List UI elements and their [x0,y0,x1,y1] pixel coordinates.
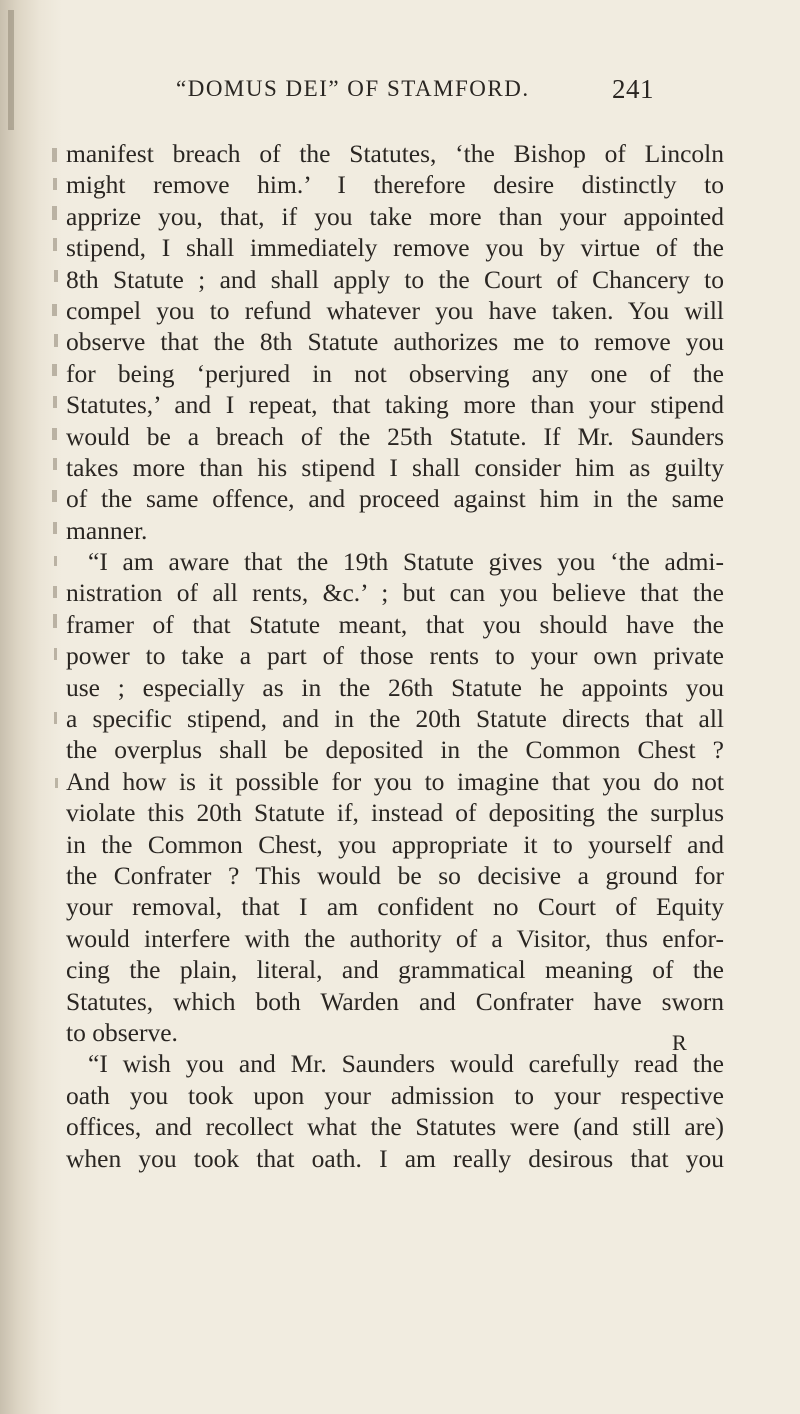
text-line: in the Common Chest, you appropriate it to yourself and [66,829,724,859]
text-line: manifest breach of the Statutes, ‘the Bishop of Lincoln [66,139,724,168]
text-line: And how is it possible for you to imagine that you do not [66,766,724,796]
text-line: 8th Statute ; and shall apply to the Court of Chancery to [66,264,724,294]
text-line: power to take a part of those rents to your own private [66,641,724,671]
paragraph-end-line: to observe. [66,1017,178,1047]
running-head: “DOMUS DEI” OF STAMFORD. [176,76,530,101]
paragraph-end-line: manner. [66,515,148,545]
text-line: Statutes, which both Warden and Confrater have sworn [66,986,724,1016]
text-line: offices, and recollect what the Statutes were (and still are) [66,1112,724,1142]
text-line: use ; especially as in the 26th Statute he appoints you [66,672,724,702]
text-line: the Confrater ? This would be so decisive a ground for [66,860,724,890]
text-line: a specific stipend, and in the 20th Statute directs that all [66,704,724,734]
text-line: for being ‘perjured in not observing any one of the [66,358,724,388]
text-line: of the same offence, and proceed against him in the same [66,484,724,514]
text-line: your removal, that I am confident no Court of Equity [66,892,724,922]
text-line: observe that the 8th Statute authorizes me to remove you [66,327,724,357]
gutter-bleed-marks [0,0,60,1414]
text-line: when you took that oath. I am really desirous that you [66,1143,724,1173]
body-text [66,138,724,1174]
text-line: nistration of all rents, &c.’ ; but can you believe that the [66,578,724,608]
text-line: oath you took upon your admission to your respective [66,1080,724,1110]
paragraph-first-line: “I am aware that the 19th Statute gives you ‘the admi- [88,547,724,577]
text-line: framer of that Statute meant, that you should have the [66,609,724,639]
text-line: takes more than his stipend I shall consider him as guilty [66,452,724,482]
text-line: compel you to refund whatever you have taken. You will [66,295,724,325]
text-line: might remove him.’ I therefore desire distinctly to [66,170,724,200]
text-line: cing the plain, literal, and grammatical meaning of the [66,955,724,985]
text-line: violate this 20th Statute if, instead of depositing the surplus [66,798,724,828]
text-line: would be a breach of the 25th Statute. If Mr. Saunders [66,421,724,451]
text-line: the overplus shall be deposited in the Common Chest ? [66,735,724,765]
signature-mark: R [672,1030,687,1055]
text-line: Statutes,’ and I repeat, that taking more than your stipend [66,390,724,420]
text-line: stipend, I shall immediately remove you by virtue of the [66,233,724,263]
page-number: 241 [612,74,654,104]
paragraph-first-line: “I wish you and Mr. Saunders would carefully read the [88,1049,724,1079]
text-line: apprize you, that, if you take more than your appointed [66,201,724,231]
text-line: would interfere with the authority of a Visitor, thus enfor- [66,923,724,953]
